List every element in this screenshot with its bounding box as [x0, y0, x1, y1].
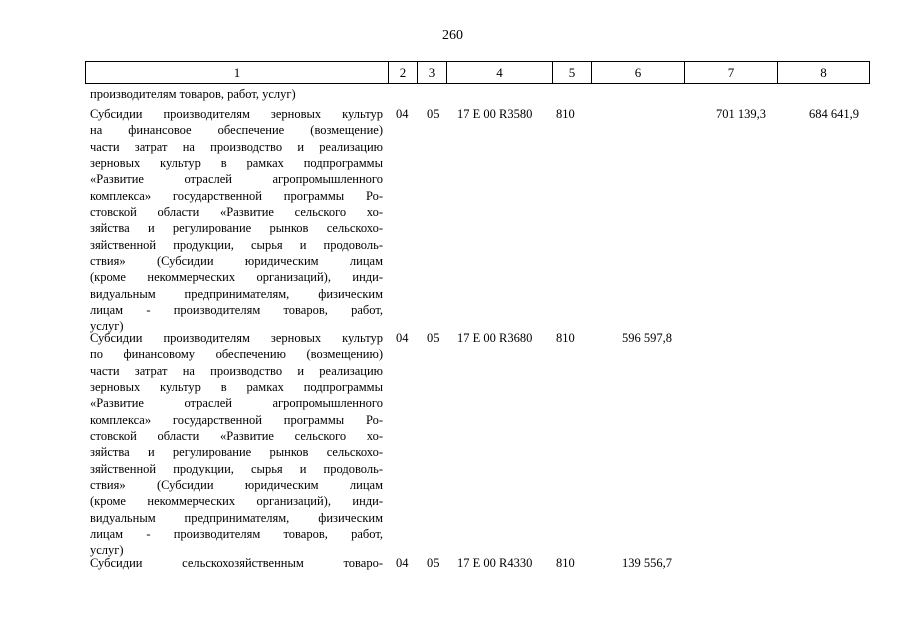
- row-description: [90, 555, 383, 571]
- desc-line: производителям товаров, работ, услуг): [90, 87, 296, 101]
- cell-c2: 04: [396, 556, 409, 570]
- header-col-1: 1: [86, 62, 389, 84]
- desc-line: ствия» (Субсидии юридическим лицам: [90, 254, 383, 269]
- desc-line: ствия» (Субсидии юридическим лицам: [90, 478, 383, 493]
- header-col-7: 7: [685, 62, 778, 84]
- desc-line: зерновых культур в рамках подпрограммы: [90, 380, 383, 395]
- table-header: [85, 61, 870, 84]
- desc-line: части затрат на производство и реализацию: [90, 139, 383, 154]
- header-col-8: 8: [778, 62, 870, 84]
- cell-c5: 810: [556, 107, 575, 121]
- header-col-5: 5: [553, 62, 592, 84]
- cell-c6: 596 597,8: [622, 331, 672, 345]
- page-number: 260: [442, 28, 463, 43]
- desc-line: части затрат на производство и реализацию: [90, 363, 383, 378]
- desc-line: по финансовому обеспечению (возмещению): [90, 347, 383, 362]
- desc-line: «Развитие отраслей агропромышленного: [90, 396, 383, 411]
- row-description: [90, 106, 383, 335]
- desc-line: зяйства и регулирование рынков сельскохо-: [90, 221, 383, 236]
- cell-c6: 139 556,7: [622, 556, 672, 570]
- cell-c3: 05: [427, 556, 440, 570]
- row-description: [90, 330, 383, 559]
- desc-line: услуг): [90, 543, 124, 558]
- desc-line: зяйственной продукции, сырья и продоволь-: [90, 237, 383, 252]
- desc-line: лицам - производителям товаров, работ,: [90, 303, 383, 318]
- desc-line: видуальным предпринимателям, физическим: [90, 510, 383, 525]
- cell-c3: 05: [427, 107, 440, 121]
- desc-line: зяйства и регулирование рынков сельскохо-: [90, 445, 383, 460]
- header-col-2: 2: [389, 62, 418, 84]
- cell-c4: 17 Е 00 R4330: [457, 556, 533, 570]
- desc-line: Субсидии производителям зерновых культур: [90, 331, 383, 345]
- cell-c3: 05: [427, 331, 440, 345]
- cell-c5: 810: [556, 556, 575, 570]
- desc-line: комплекса» государственной программы Ро-: [90, 188, 383, 203]
- cell-c4: 17 Е 00 R3680: [457, 331, 533, 345]
- cell-c4: 17 Е 00 R3580: [457, 107, 533, 121]
- cell-c2: 04: [396, 331, 409, 345]
- desc-line: (кроме некоммерческих организаций), инди-: [90, 270, 383, 285]
- desc-line: Субсидии сельскохозяйственным товаро-: [90, 556, 383, 570]
- desc-line: Субсидии производителям зерновых культур: [90, 107, 383, 121]
- header-col-3: 3: [418, 62, 447, 84]
- desc-line: видуальным предпринимателям, физическим: [90, 286, 383, 301]
- desc-line: услуг): [90, 319, 124, 334]
- cell-c5: 810: [556, 331, 575, 345]
- desc-line: лицам - производителям товаров, работ,: [90, 527, 383, 542]
- desc-line: комплекса» государственной программы Ро-: [90, 412, 383, 427]
- desc-line: зерновых культур в рамках подпрограммы: [90, 156, 383, 171]
- cell-c7: 701 139,3: [716, 107, 766, 121]
- desc-line: на финансовое обеспечение (возмещение): [90, 123, 383, 138]
- desc-line: стовской области «Развитие сельского хо-: [90, 205, 383, 220]
- desc-line: «Развитие отраслей агропромышленного: [90, 172, 383, 187]
- desc-line: стовской области «Развитие сельского хо-: [90, 429, 383, 444]
- desc-line: (кроме некоммерческих организаций), инди-: [90, 494, 383, 509]
- cell-c2: 04: [396, 107, 409, 121]
- header-col-6: 6: [592, 62, 685, 84]
- continuation-text: [90, 86, 383, 102]
- cell-c8: 684 641,9: [809, 107, 859, 121]
- header-col-4: 4: [447, 62, 553, 84]
- desc-line: зяйственной продукции, сырья и продоволь-: [90, 461, 383, 476]
